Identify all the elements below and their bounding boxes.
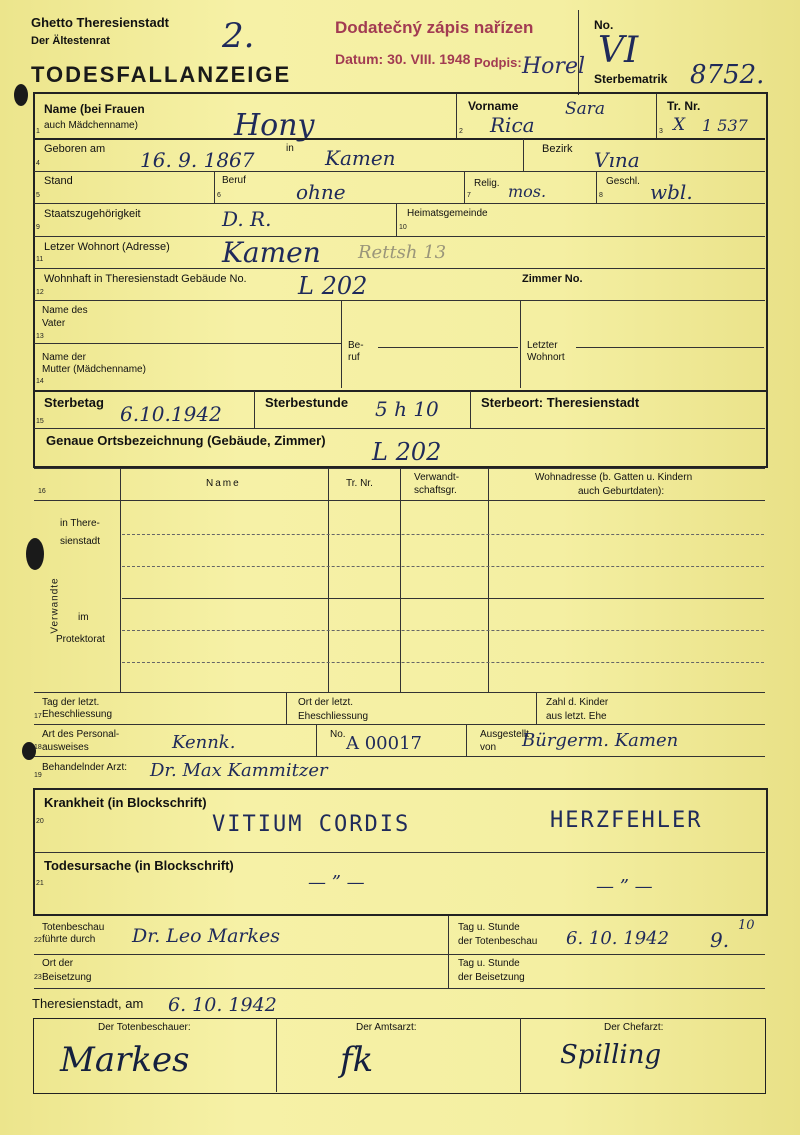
row-line (34, 954, 765, 955)
dotted-line (122, 566, 764, 567)
beruf2-label-2: ruf (348, 352, 360, 363)
no-value: VI (598, 30, 639, 71)
relig-value: mos. (508, 182, 547, 201)
beruf-label: Beruf (222, 175, 246, 186)
totenbeschau-tag-label: Tag u. Stunde (458, 922, 520, 933)
row-number: 17 (34, 713, 42, 720)
beisetzung-tag-label-2: der Beisetzung (458, 972, 525, 983)
row-number: 20 (36, 818, 44, 825)
row-number: 9 (36, 224, 40, 231)
row-number: 11 (36, 256, 44, 263)
vorname-value-1: Sara (565, 99, 606, 119)
geboren-value: 16. 9. 1867 (140, 148, 255, 172)
row-number: 6 (217, 192, 221, 199)
col-divider (328, 468, 329, 692)
correction-stamp-line1: Dodatečný zápis nařízen (335, 18, 534, 37)
ortsbezeichnung-value: L 202 (372, 438, 442, 466)
row-number: 21 (36, 880, 44, 887)
punch-hole (14, 84, 28, 106)
krankheit-label: Krankheit (in Blockschrift) (44, 795, 207, 810)
ausweis-no-label: No. (330, 729, 346, 740)
row-line (378, 347, 518, 348)
row-number: 5 (36, 192, 40, 199)
ehe-tag-label-2: Eheschliessung (42, 709, 113, 720)
row-number: 16 (38, 488, 46, 495)
row-line (34, 268, 765, 269)
beisetzung-ort-label: Ort der (42, 958, 74, 969)
col-wohnadresse: Wohnadresse (b. Gatten u. Kindern (535, 472, 693, 483)
row-number: 22 (34, 937, 42, 944)
beruf-value: ohne (296, 180, 346, 204)
row-divider (316, 724, 317, 756)
stand-label: Stand (44, 175, 73, 187)
col-divider (400, 468, 401, 692)
sig-totenbeschauer: Markes (60, 1040, 190, 1080)
punch-hole (26, 538, 44, 570)
col-trnr: Tr. Nr. (346, 478, 373, 489)
row-divider (214, 171, 215, 203)
row-number: 2 (459, 128, 463, 135)
bezirk-label: Bezirk (542, 143, 573, 155)
ausgestellt-label-2: von (480, 742, 497, 753)
arzt-label: Behandelnder Arzt: (42, 762, 128, 773)
sterbestunde-label: Sterbestunde (265, 395, 349, 410)
row-divider (286, 692, 287, 724)
document-title: TODESFALLANZEIGE (31, 62, 292, 87)
row-divider (656, 94, 657, 138)
row-line (34, 500, 765, 501)
beruf2-label: Be- (348, 340, 364, 351)
krankheit-value-1: VITIUM CORDIS (212, 812, 411, 837)
ehe-ort-label-2: Eheschliessung (298, 711, 369, 722)
verwandte-side-label: Verwandte (49, 577, 61, 634)
totenbeschau-label-2: führte durch (42, 934, 96, 945)
name-label-2: auch Mädchenname) (44, 120, 138, 131)
signature-divider (276, 1018, 277, 1092)
ausgestellt-value: Bürgerm. Kamen (522, 730, 679, 751)
row-line (34, 343, 341, 344)
row-number: 4 (36, 160, 40, 167)
sig-chefarzt: Spilling (560, 1040, 662, 1070)
sterbetag-label: Sterbetag (44, 395, 104, 410)
sterbeort-label: Sterbeort: Theresienstadt (481, 395, 640, 410)
vorname-label: Vorname (468, 99, 519, 113)
page-mark: 2. (222, 16, 255, 56)
zimmer-label: Zimmer No. (522, 273, 583, 285)
heimat-label: Heimatsgemeinde (407, 208, 488, 219)
arzt-value: Dr. Max Kammitzer (150, 760, 328, 781)
row-divider (254, 391, 255, 428)
geschl-label: Geschl. (606, 176, 640, 187)
row-divider (470, 391, 471, 428)
vorname-value-2: Rica (490, 113, 535, 137)
kinder-label: Zahl d. Kinder (546, 697, 609, 708)
row-line (34, 724, 765, 725)
gebaeude-value: L 202 (298, 272, 368, 300)
org-subname: Der Ältestenrat (31, 35, 110, 47)
col-name: Name (206, 478, 241, 489)
im-protektorat-label: im (78, 612, 89, 623)
sig-chefarzt-label: Der Chefarzt: (604, 1022, 664, 1033)
ehe-tag-label: Tag der letzt. (42, 697, 100, 708)
totenbeschau-label: Totenbeschau (42, 922, 105, 933)
row-divider (448, 916, 449, 988)
todesursache-value-2: — ” — (596, 876, 653, 897)
mutter-label: Name der (42, 352, 86, 363)
row-number: 14 (36, 378, 44, 385)
row-divider (456, 94, 457, 138)
row-number: 10 (399, 224, 407, 231)
no-label: No. (594, 18, 614, 32)
staat-label: Staatszugehörigkeit (44, 208, 141, 220)
wohnort-pencil-note: Rettsh 13 (358, 242, 447, 263)
row-number: 8 (599, 192, 603, 199)
totenbeschau-value: Dr. Leo Markes (132, 925, 281, 947)
row-number: 7 (467, 192, 471, 199)
totenbeschau-tag-label-2: der Totenbeschau (458, 936, 538, 947)
row-number: 3 (659, 128, 663, 135)
signature-divider (520, 1018, 521, 1092)
col-wohnadresse-2: auch Geburtdaten): (578, 486, 665, 497)
todesursache-label: Todesursache (in Blockschrift) (44, 858, 234, 873)
in-theresienstadt-label: in There- (60, 518, 100, 529)
row-divider (523, 139, 524, 171)
row-divider (520, 300, 521, 388)
name-label: Name (bei Frauen (44, 102, 145, 116)
ausgestellt-label: Ausgestellt (480, 729, 529, 740)
row-line (34, 171, 765, 172)
dotted-line (122, 534, 764, 535)
row-line (34, 300, 765, 301)
row-line (34, 852, 765, 853)
sterbestunde-value: 5 h 10 (375, 397, 439, 421)
ausweis-no-value: A 00017 (346, 733, 422, 754)
ausweis-art-label-2: ausweises (42, 742, 89, 753)
letzter-wohnort-label: Letzter (527, 340, 558, 351)
vater-label: Name des (42, 305, 88, 316)
beisetzung-ort-label-2: Beisetzung (42, 972, 92, 983)
correction-stamp-signature: Horel (522, 54, 586, 79)
row-number: 1 (36, 128, 40, 135)
correction-stamp-sig-label: Podpis: (474, 55, 522, 70)
wohnort-label: Letzer Wohnort (Adresse) (44, 241, 170, 253)
row-number: 15 (36, 418, 44, 425)
ausweis-art-label: Art des Personal- (42, 729, 120, 740)
todesursache-value-1: — ” — (308, 872, 365, 893)
in-theresienstadt-label-2: sienstadt (60, 536, 101, 547)
vater-label-2: Vater (42, 318, 66, 329)
bezirk-value: Vına (594, 148, 640, 172)
sig-amtsarzt: fk (340, 1040, 374, 1080)
row-line (34, 428, 765, 429)
row-number: 23 (34, 974, 42, 981)
row-line (34, 756, 765, 757)
row-divider (464, 171, 465, 203)
ortsbezeichnung-label: Genaue Ortsbezeichnung (Gebäude, Zimmer) (46, 433, 326, 448)
dotted-line (122, 630, 764, 631)
name-value: Hony (234, 108, 315, 143)
in-value: Kamen (325, 146, 396, 170)
row-line (122, 598, 764, 599)
ausweis-art-value: Kennk. (172, 732, 236, 753)
row-divider (466, 724, 467, 756)
wohnort-value: Kamen (222, 236, 321, 269)
row-divider (341, 300, 342, 388)
row-line (34, 203, 765, 204)
header-divider (578, 10, 579, 95)
beisetzung-tag-label: Tag u. Stunde (458, 958, 520, 969)
ehe-ort-label: Ort der letzt. (298, 697, 354, 708)
place-date-value: 6. 10. 1942 (168, 994, 277, 1016)
totenbeschau-tag-value: 6. 10. 1942 (566, 928, 670, 949)
krankheit-value-2: HERZFEHLER (550, 808, 703, 833)
col-verwandt: Verwandt- (414, 472, 460, 483)
geboren-label: Geboren am (44, 143, 106, 155)
totenbeschau-stunde-value: 9. (710, 928, 730, 952)
row-divider (396, 203, 397, 236)
trnr-value-1: X (673, 115, 686, 135)
sterbetag-value: 6.10.1942 (120, 402, 222, 426)
col-divider (120, 468, 121, 692)
row-number: 18 (34, 744, 42, 751)
row-number: 19 (34, 772, 42, 779)
relig-label: Relig. (474, 178, 500, 189)
dotted-line (122, 662, 764, 663)
row-divider (536, 692, 537, 724)
row-divider (596, 171, 597, 203)
col-divider (488, 468, 489, 692)
correction-stamp-date: Datum: 30. VIII. 1948 (335, 51, 471, 67)
sig-amtsarzt-label: Der Amtsarzt: (356, 1022, 417, 1033)
row-line (576, 347, 764, 348)
kinder-label-2: aus letzt. Ehe (546, 711, 607, 722)
staat-value: D. R. (222, 207, 272, 231)
totenbeschau-stunde-minutes: 10 (738, 918, 755, 933)
geschl-value: wbl. (650, 180, 693, 204)
row-line (34, 236, 765, 237)
row-line (34, 692, 765, 693)
row-number: 13 (36, 333, 44, 340)
in-label: in (286, 143, 294, 154)
trnr-label: Tr. Nr. (667, 99, 701, 113)
sterbematrik-label: Sterbematrik (594, 72, 668, 86)
place-date-label: Theresienstadt, am (32, 996, 144, 1011)
row-line (34, 988, 765, 989)
col-verwandt-2: schaftsgr. (414, 485, 457, 496)
trnr-value-2: 1 537 (702, 116, 748, 135)
letzter-wohnort-label-2: Wohnort (527, 352, 565, 363)
mutter-label-2: Mutter (Mädchenname) (42, 364, 146, 375)
org-name: Ghetto Theresienstadt (31, 15, 169, 30)
sterbematrik-value: 8752. (690, 60, 765, 90)
row-number: 12 (36, 289, 44, 296)
im-protektorat-label-2: Protektorat (56, 634, 105, 645)
row-line (34, 138, 765, 140)
gebaeude-label: Wohnhaft in Theresienstadt Gebäude No. (44, 273, 247, 285)
sig-totenbeschauer-label: Der Totenbeschauer: (98, 1022, 191, 1033)
